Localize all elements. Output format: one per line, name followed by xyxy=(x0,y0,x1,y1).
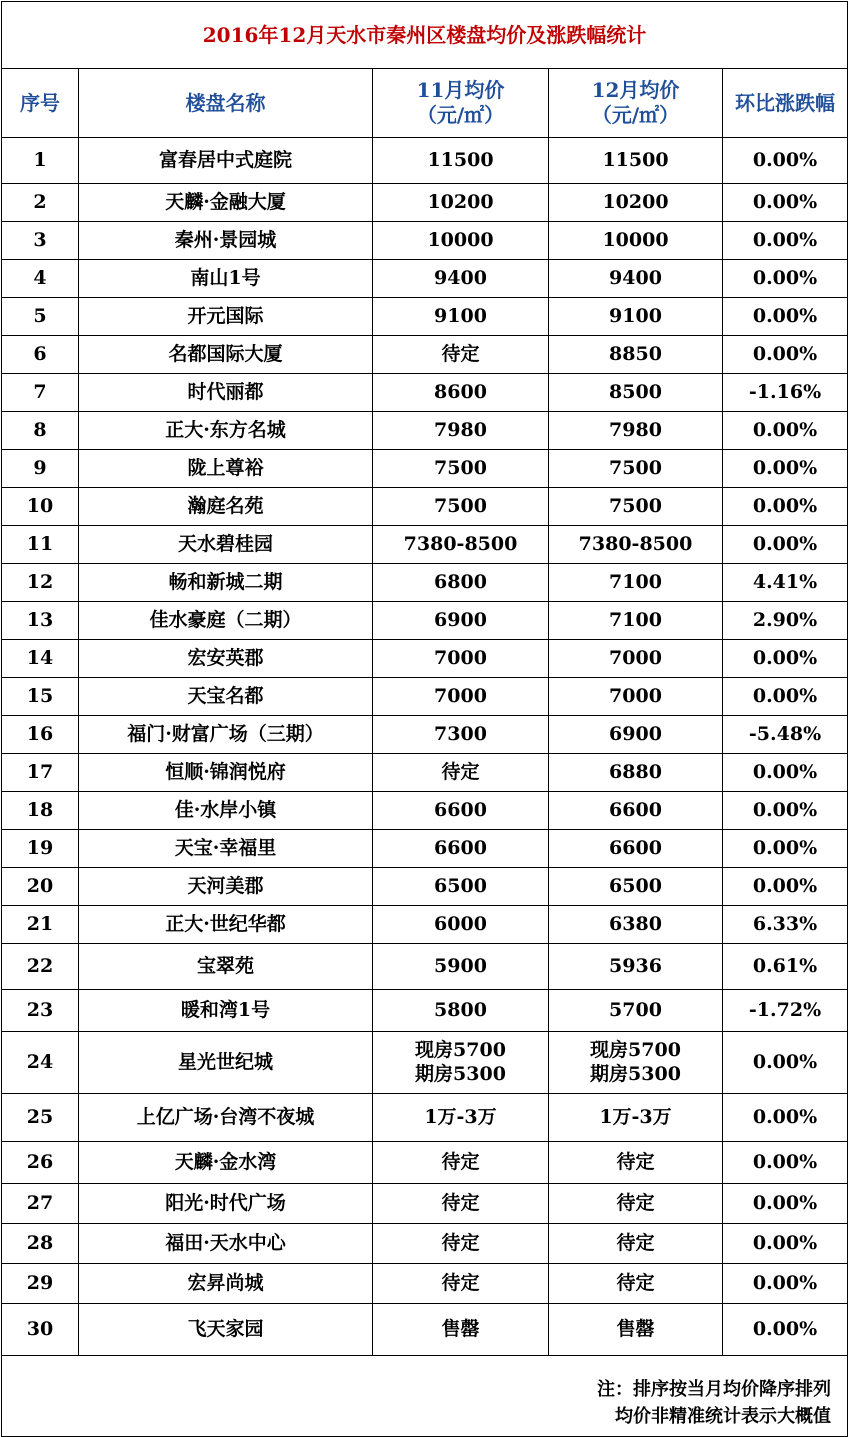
row-name: 瀚庭名苑 xyxy=(79,488,373,526)
row-change: 0.00% xyxy=(723,792,848,830)
row-change: 0.00% xyxy=(723,1094,848,1142)
row-no: 25 xyxy=(2,1094,79,1142)
row-change: 0.61% xyxy=(723,944,848,990)
row-no: 14 xyxy=(2,640,79,678)
row-no: 20 xyxy=(2,868,79,906)
row-no: 18 xyxy=(2,792,79,830)
row-dec-price: 5700 xyxy=(549,990,723,1032)
row-name: 天河美郡 xyxy=(79,868,373,906)
row-no: 21 xyxy=(2,906,79,944)
row-no: 23 xyxy=(2,990,79,1032)
row-no: 15 xyxy=(2,678,79,716)
row-change: 0.00% xyxy=(723,830,848,868)
row-name: 秦州·景园城 xyxy=(79,222,373,260)
row-dec-price: 8850 xyxy=(549,336,723,374)
row-change: 0.00% xyxy=(723,754,848,792)
table-row xyxy=(2,868,848,906)
table-row xyxy=(2,1032,848,1094)
row-nov-price: 6000 xyxy=(373,906,549,944)
table-row xyxy=(2,222,848,260)
row-nov-price: 6600 xyxy=(373,792,549,830)
row-nov-price: 待定 xyxy=(373,336,549,374)
table-row xyxy=(2,906,848,944)
row-change: 4.41% xyxy=(723,564,848,602)
table-row xyxy=(2,830,848,868)
row-dec-price xyxy=(549,1032,723,1094)
header-no: 序号 xyxy=(2,69,79,138)
row-dec-price: 7500 xyxy=(549,488,723,526)
header-dec-price-unit: （元/㎡） xyxy=(591,103,680,127)
row-nov-price: 9400 xyxy=(373,260,549,298)
row-dec-price: 待定 xyxy=(549,1142,723,1184)
row-nov-price: 9100 xyxy=(373,298,549,336)
row-change: 0.00% xyxy=(723,222,848,260)
row-nov-price: 7500 xyxy=(373,450,549,488)
row-nov-price: 7000 xyxy=(373,678,549,716)
row-change: 0.00% xyxy=(723,184,848,222)
row-change: -5.48% xyxy=(723,716,848,754)
row-dec-price: 6500 xyxy=(549,868,723,906)
row-name: 宏安英郡 xyxy=(79,640,373,678)
row-dec-price: 7000 xyxy=(549,640,723,678)
row-no: 27 xyxy=(2,1184,79,1224)
row-name: 正大·世纪华都 xyxy=(79,906,373,944)
price-table xyxy=(1,1,848,1437)
row-name: 天麟·金融大厦 xyxy=(79,184,373,222)
row-nov-price xyxy=(373,1032,549,1094)
row-change: 0.00% xyxy=(723,450,848,488)
row-dec-price: 待定 xyxy=(549,1224,723,1264)
row-change: 0.00% xyxy=(723,336,848,374)
row-no: 16 xyxy=(2,716,79,754)
row-no: 4 xyxy=(2,260,79,298)
table-row xyxy=(2,754,848,792)
row-nov-price: 6900 xyxy=(373,602,549,640)
row-dec-price: 8500 xyxy=(549,374,723,412)
table-row xyxy=(2,990,848,1032)
row-change: 0.00% xyxy=(723,260,848,298)
row-dec-price: 9100 xyxy=(549,298,723,336)
row-change: 0.00% xyxy=(723,678,848,716)
row-no: 28 xyxy=(2,1224,79,1264)
row-name: 名都国际大厦 xyxy=(79,336,373,374)
row-change: 0.00% xyxy=(723,868,848,906)
table-row xyxy=(2,412,848,450)
table-row xyxy=(2,792,848,830)
row-name: 福门·财富广场（三期） xyxy=(79,716,373,754)
table-row xyxy=(2,374,848,412)
row-change: 0.00% xyxy=(723,640,848,678)
row-no: 24 xyxy=(2,1032,79,1094)
table-row xyxy=(2,1304,848,1356)
row-no: 26 xyxy=(2,1142,79,1184)
row-name: 飞天家园 xyxy=(79,1304,373,1356)
row-no: 17 xyxy=(2,754,79,792)
table-row xyxy=(2,526,848,564)
table-row xyxy=(2,640,848,678)
row-dec-price: 11500 xyxy=(549,138,723,184)
table-row xyxy=(2,602,848,640)
header-nov-price xyxy=(373,69,549,138)
row-nov-price: 10200 xyxy=(373,184,549,222)
row-name: 正大·东方名城 xyxy=(79,412,373,450)
row-dec-price: 10000 xyxy=(549,222,723,260)
table-row xyxy=(2,1264,848,1304)
footer-row xyxy=(2,1356,848,1437)
row-dec-price: 6880 xyxy=(549,754,723,792)
row-dec-price: 待定 xyxy=(549,1184,723,1224)
row-nov-price: 8600 xyxy=(373,374,549,412)
row-name: 福田·天水中心 xyxy=(79,1224,373,1264)
row-nov-price: 待定 xyxy=(373,1224,549,1264)
table-title: 2016年12月天水市秦州区楼盘均价及涨跌幅统计 xyxy=(2,2,848,69)
row-nov-price: 10000 xyxy=(373,222,549,260)
row-name: 星光世纪城 xyxy=(79,1032,373,1094)
row-nov-price: 售罄 xyxy=(373,1304,549,1356)
row-change: 0.00% xyxy=(723,1264,848,1304)
row-no: 19 xyxy=(2,830,79,868)
row-change: 6.33% xyxy=(723,906,848,944)
row-dec-price: 待定 xyxy=(549,1264,723,1304)
row-no: 13 xyxy=(2,602,79,640)
row-dec-price: 7100 xyxy=(549,564,723,602)
header-dec-price xyxy=(549,69,723,138)
table-row xyxy=(2,488,848,526)
header-nov-price-unit: （元/㎡） xyxy=(416,103,505,127)
row-dec-price: 6600 xyxy=(549,792,723,830)
row-change: 0.00% xyxy=(723,488,848,526)
row-no: 12 xyxy=(2,564,79,602)
row-no: 6 xyxy=(2,336,79,374)
row-nov-price: 7300 xyxy=(373,716,549,754)
row-dec-price: 1万-3万 xyxy=(549,1094,723,1142)
row-name: 畅和新城二期 xyxy=(79,564,373,602)
row-no: 8 xyxy=(2,412,79,450)
table-row xyxy=(2,678,848,716)
table-row xyxy=(2,184,848,222)
row-nov-price: 1万-3万 xyxy=(373,1094,549,1142)
row-no: 9 xyxy=(2,450,79,488)
row-nov-price: 7000 xyxy=(373,640,549,678)
row-nov-price: 6800 xyxy=(373,564,549,602)
row-no: 22 xyxy=(2,944,79,990)
row-name: 南山1号 xyxy=(79,260,373,298)
table-row xyxy=(2,138,848,184)
row-dec-price: 7500 xyxy=(549,450,723,488)
footer-note-line1: 注：排序按当月均价降序排列 xyxy=(597,1379,832,1400)
row-name: 陇上尊裕 xyxy=(79,450,373,488)
row-change: 0.00% xyxy=(723,1224,848,1264)
table-row xyxy=(2,298,848,336)
row-dec-price-line2: 期房5300 xyxy=(590,1062,681,1085)
row-nov-price: 5900 xyxy=(373,944,549,990)
row-no: 1 xyxy=(2,138,79,184)
row-name: 开元国际 xyxy=(79,298,373,336)
row-nov-price: 待定 xyxy=(373,1184,549,1224)
row-dec-price: 6900 xyxy=(549,716,723,754)
table-row xyxy=(2,336,848,374)
table-row xyxy=(2,944,848,990)
row-dec-price: 7100 xyxy=(549,602,723,640)
table-row xyxy=(2,564,848,602)
header-nov-price-line1: 11月均价 xyxy=(416,78,505,102)
row-no: 29 xyxy=(2,1264,79,1304)
row-nov-price: 7980 xyxy=(373,412,549,450)
row-change: -1.72% xyxy=(723,990,848,1032)
row-change: -1.16% xyxy=(723,374,848,412)
row-name: 天水碧桂园 xyxy=(79,526,373,564)
row-change: 0.00% xyxy=(723,1184,848,1224)
row-change: 0.00% xyxy=(723,298,848,336)
row-dec-price: 6380 xyxy=(549,906,723,944)
table-row xyxy=(2,260,848,298)
footer-note xyxy=(2,1356,848,1437)
row-name: 天麟·金水湾 xyxy=(79,1142,373,1184)
row-dec-price: 5936 xyxy=(549,944,723,990)
row-name: 上亿广场·台湾不夜城 xyxy=(79,1094,373,1142)
row-dec-price: 6600 xyxy=(549,830,723,868)
table-row xyxy=(2,1184,848,1224)
row-nov-price-line1: 现房5700 xyxy=(415,1038,506,1061)
row-change: 0.00% xyxy=(723,1032,848,1094)
row-no: 5 xyxy=(2,298,79,336)
row-dec-price: 7000 xyxy=(549,678,723,716)
row-dec-price: 10200 xyxy=(549,184,723,222)
row-name: 天宝·幸福里 xyxy=(79,830,373,868)
header-row xyxy=(2,69,848,138)
row-name: 富春居中式庭院 xyxy=(79,138,373,184)
header-name: 楼盘名称 xyxy=(79,69,373,138)
row-dec-price: 7980 xyxy=(549,412,723,450)
table-row xyxy=(2,1094,848,1142)
row-dec-price-line1: 现房5700 xyxy=(590,1038,681,1061)
row-name: 天宝名都 xyxy=(79,678,373,716)
row-no: 7 xyxy=(2,374,79,412)
row-change: 0.00% xyxy=(723,412,848,450)
row-no: 11 xyxy=(2,526,79,564)
table-row xyxy=(2,716,848,754)
table-row xyxy=(2,1142,848,1184)
row-name: 宏昇尚城 xyxy=(79,1264,373,1304)
header-change: 环比涨跌幅 xyxy=(723,69,848,138)
row-no: 2 xyxy=(2,184,79,222)
row-no: 3 xyxy=(2,222,79,260)
row-nov-price: 6500 xyxy=(373,868,549,906)
row-name: 佳·水岸小镇 xyxy=(79,792,373,830)
row-name: 佳水豪庭（二期） xyxy=(79,602,373,640)
row-dec-price: 7380-8500 xyxy=(549,526,723,564)
row-name: 恒顺·锦润悦府 xyxy=(79,754,373,792)
row-name: 暖和湾1号 xyxy=(79,990,373,1032)
row-nov-price: 7500 xyxy=(373,488,549,526)
row-nov-price: 待定 xyxy=(373,1142,549,1184)
row-name: 时代丽都 xyxy=(79,374,373,412)
title-row xyxy=(2,2,848,69)
row-nov-price-line2: 期房5300 xyxy=(415,1062,506,1085)
row-change: 0.00% xyxy=(723,1304,848,1356)
row-nov-price: 11500 xyxy=(373,138,549,184)
row-no: 30 xyxy=(2,1304,79,1356)
row-change: 0.00% xyxy=(723,1142,848,1184)
row-dec-price: 9400 xyxy=(549,260,723,298)
header-dec-price-line1: 12月均价 xyxy=(591,78,680,102)
row-nov-price: 6600 xyxy=(373,830,549,868)
row-change: 2.90% xyxy=(723,602,848,640)
table-row xyxy=(2,450,848,488)
footer-note-line2: 均价非精准统计表示大概值 xyxy=(615,1406,832,1427)
row-change: 0.00% xyxy=(723,526,848,564)
row-change: 0.00% xyxy=(723,138,848,184)
table-row xyxy=(2,1224,848,1264)
row-nov-price: 待定 xyxy=(373,754,549,792)
row-no: 10 xyxy=(2,488,79,526)
row-dec-price: 售罄 xyxy=(549,1304,723,1356)
row-nov-price: 待定 xyxy=(373,1264,549,1304)
row-nov-price: 5800 xyxy=(373,990,549,1032)
row-name: 宝翠苑 xyxy=(79,944,373,990)
row-name: 阳光·时代广场 xyxy=(79,1184,373,1224)
row-nov-price: 7380-8500 xyxy=(373,526,549,564)
